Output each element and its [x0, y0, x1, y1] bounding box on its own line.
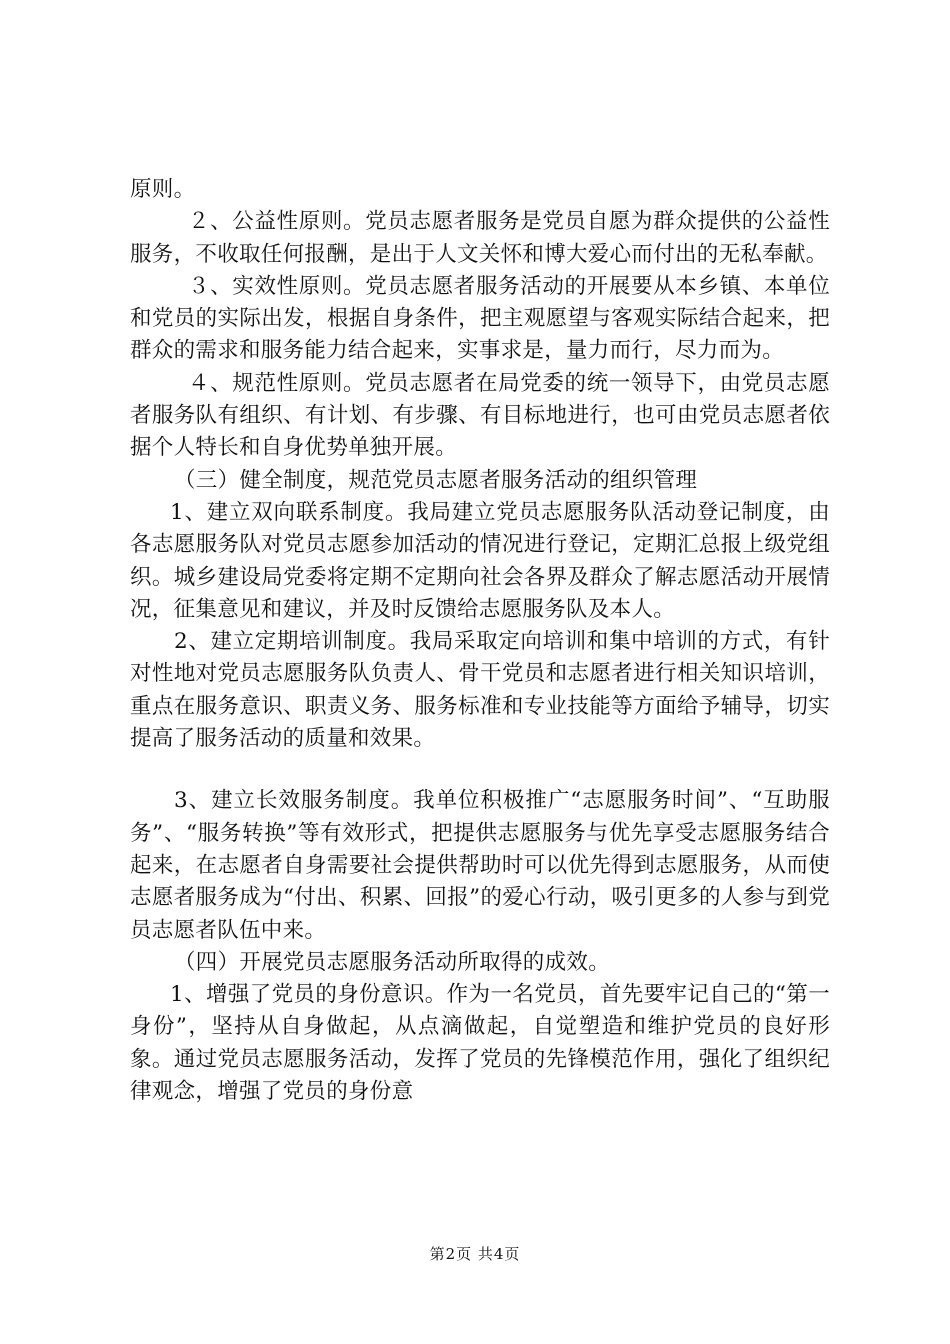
paragraph-gap [130, 755, 830, 785]
paragraph-public-welfare-principle: ２、公益性原则。党员志愿者服务是党员自愿为群众提供的公益性服务，不收取任何报酬，是出于人文关怀和博大爱心而付出的无私奉献。 [130, 209, 830, 267]
paragraph-principle-end: 原则。 [130, 177, 196, 202]
section-heading-3: （三）健全制度，规范党员志愿者服务活动的组织管理 [174, 467, 698, 493]
paragraph-long-term-service: 3、建立长效服务制度。我单位积极推广“志愿服务时间”、“互助服务”、“服务转换”等有效形式，把提供志愿服务与优先享受志愿服务结合起来，在志愿者自身需要社会提供帮助时可以优先得到志愿服务，从而使志愿者服务成为“付出、积累、回报”的爱心行动，吸引更多的人参与到党员志愿者队伍中来。 [130, 788, 830, 943]
paragraph-regular-training: 2、建立定期培训制度。我局采取定向培训和集中培训的方式，有针对性地对党员志愿服务队负责人、骨干党员和志愿者进行相关知识培训，重点在服务意识、职责义务、服务标准和专业技能等方面给予辅导，切实提高了服务活动的质量和效果。 [130, 629, 830, 752]
paragraph-standardization-principle: ４、规范性原则。党员志愿者在局党委的统一领导下，由党员志愿者服务队有组织、有计划、有步骤、有目标地进行，也可由党员志愿者依据个人特长和自身优势单独开展。 [130, 370, 830, 461]
paragraph-effectiveness-principle: ３、实效性原则。党员志愿者服务活动的开展要从本乡镇、本单位和党员的实际出发，根据自身条件，把主观愿望与客观实际结合起来，把群众的需求和服务能力结合起来，实事求是，量力而行，尽力而为。 [130, 273, 830, 364]
paragraph-identity-awareness: 1、增强了党员的身份意识。作为一名党员，首先要牢记自己的“第一身份”，坚持从自身做起，从点滴做起，自觉塑造和维护党员的良好形象。通过党员志愿服务活动，发挥了党员的先锋模范作用，强化了组织纪律观念，增强了党员的身份意 [130, 982, 830, 1105]
document-body [130, 174, 830, 1108]
section-heading-4: （四）开展党员志愿服务活动所取得的成效。 [174, 949, 611, 975]
paragraph-two-way-contact: 1、建立双向联系制度。我局建立党员志愿服务队活动登记制度，由各志愿服务队对党员志愿参加活动的情况进行登记，定期汇总报上级党组织。城乡建设局党委将定期不定期向社会各界及群众了解志愿活动开展情况，征集意见和建议，并及时反馈给志愿服务队及本人。 [130, 499, 830, 622]
page-footer: 第2页 共4页 [429, 1245, 521, 1263]
